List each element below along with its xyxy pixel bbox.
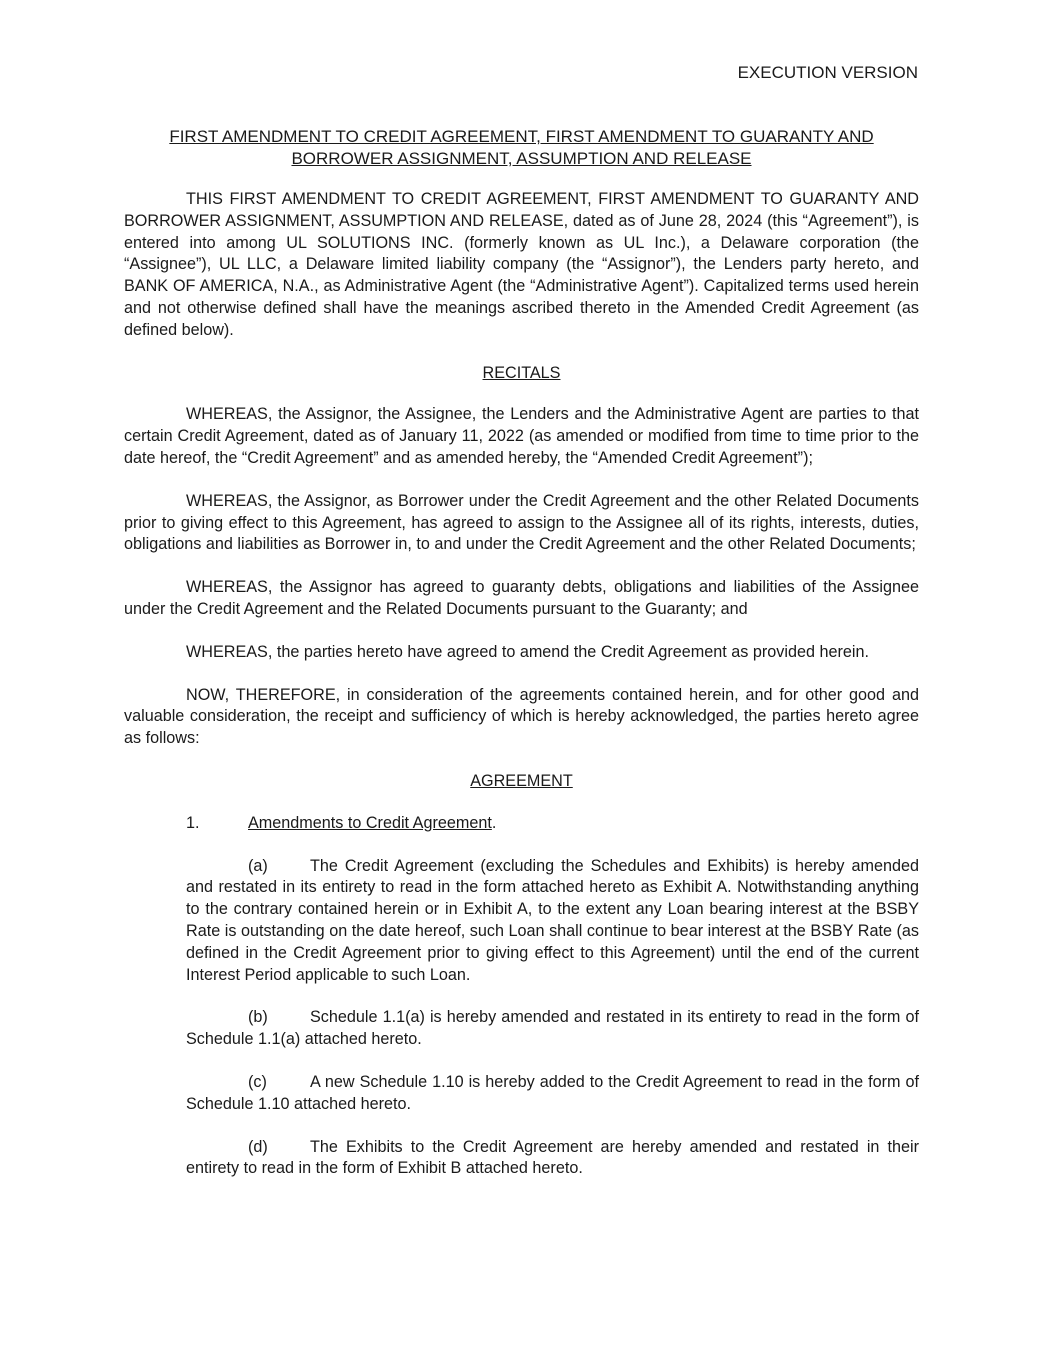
amendment-item-a: (a) The Credit Agreement (excluding the Schedules and Exhibits) is hereby amended and restated in its entirety to read in the form attached hereto as Exhibit A. Notwithstanding anything to the contrary contained herein or in Exhibit A, to the extent any Loan bearing interest at the BSBY Rate is outstanding on the date hereof, such Loan shall continue to bear interest at the BSBY Rate (as defined in the Credit Agreement prior to giving effect to this Agreement) until the end of the current Interest Period applicable to such Loan. (186, 856, 919, 984)
document-body (124, 189, 919, 1201)
document-title (124, 126, 919, 170)
amendment-item-b: (b) Schedule 1.1(a) is hereby amended and restated in its entirety to read in the form of Schedule 1.1(a) attached hereto. (186, 1008, 919, 1049)
section-title: Amendments to Credit Agreement (248, 813, 492, 832)
intro-paragraph: THIS FIRST AMENDMENT TO CREDIT AGREEMENT, FIRST AMENDMENT TO GUARANTY AND BORROWER ASSIGNMENT, ASSUMPTION AND RELEASE, dated as of June 28, 2024 (this “Agreement”), is entered into among UL SOLUTIONS INC. (formerly known as UL Inc.), a Delaware corporation (the “Assignee”), UL LLC, a Delaware limited liability company (the “Assignor”), the Lenders party hereto, and BANK OF AMERICA, N.A., as Administrative Agent (the “Administrative Agent”). Capitalized terms used herein and not otherwise defined shall have the meanings ascribed thereto in the Amended Credit Agreement (as defined below). (124, 190, 919, 339)
title-line-2: BORROWER ASSIGNMENT, ASSUMPTION AND RELEASE (291, 149, 752, 168)
recital-paragraph-5: NOW, THEREFORE, in consideration of the agreements contained herein, and for other good and valuable consideration, the receipt and sufficiency of which is hereby acknowledged, the parties hereto agree as follows: (124, 685, 919, 748)
section-1-heading: 1. Amendments to Credit Agreement. (124, 813, 919, 835)
execution-version-label: EXECUTION VERSION (737, 63, 918, 82)
recital-paragraph-2: WHEREAS, the Assignor, as Borrower under the Credit Agreement and the other Related Documents prior to giving effect to this Agreement, has agreed to assign to the Assignee all of its rights, interests, duties, obligations and liabilities as Borrower in, to and under the Credit Agreement and the other Related Documents; (124, 491, 919, 554)
title-line-1: FIRST AMENDMENT TO CREDIT AGREEMENT, FIRST AMENDMENT TO GUARANTY AND (169, 127, 874, 146)
agreement-heading: AGREEMENT (470, 771, 573, 790)
recital-paragraph-1: WHEREAS, the Assignor, the Assignee, the Lenders and the Administrative Agent are parties to that certain Credit Agreement, dated as of January 11, 2022 (as amended or modified from time to time prior to the date hereof, the “Credit Agreement” and as amended hereby, the “Amended Credit Agreement”); (124, 405, 919, 467)
recital-paragraph-3: WHEREAS, the Assignor has agreed to guaranty debts, obligations and liabilities of the Assignee under the Credit Agreement and the Related Documents pursuant to the Guaranty; and (124, 578, 919, 618)
recital-paragraph-4: WHEREAS, the parties hereto have agreed to amend the Credit Agreement as provided herein. (186, 642, 869, 661)
recitals-heading: RECITALS (482, 363, 561, 382)
amendment-item-c: (c) A new Schedule 1.10 is hereby added to the Credit Agreement to read in the form of Schedule 1.10 attached hereto. (186, 1072, 919, 1113)
section-number: 1. (186, 813, 200, 832)
amendment-item-d: (d) The Exhibits to the Credit Agreement are hereby amended and restated in their entirety to read in the form of Exhibit B attached hereto. (186, 1137, 919, 1178)
